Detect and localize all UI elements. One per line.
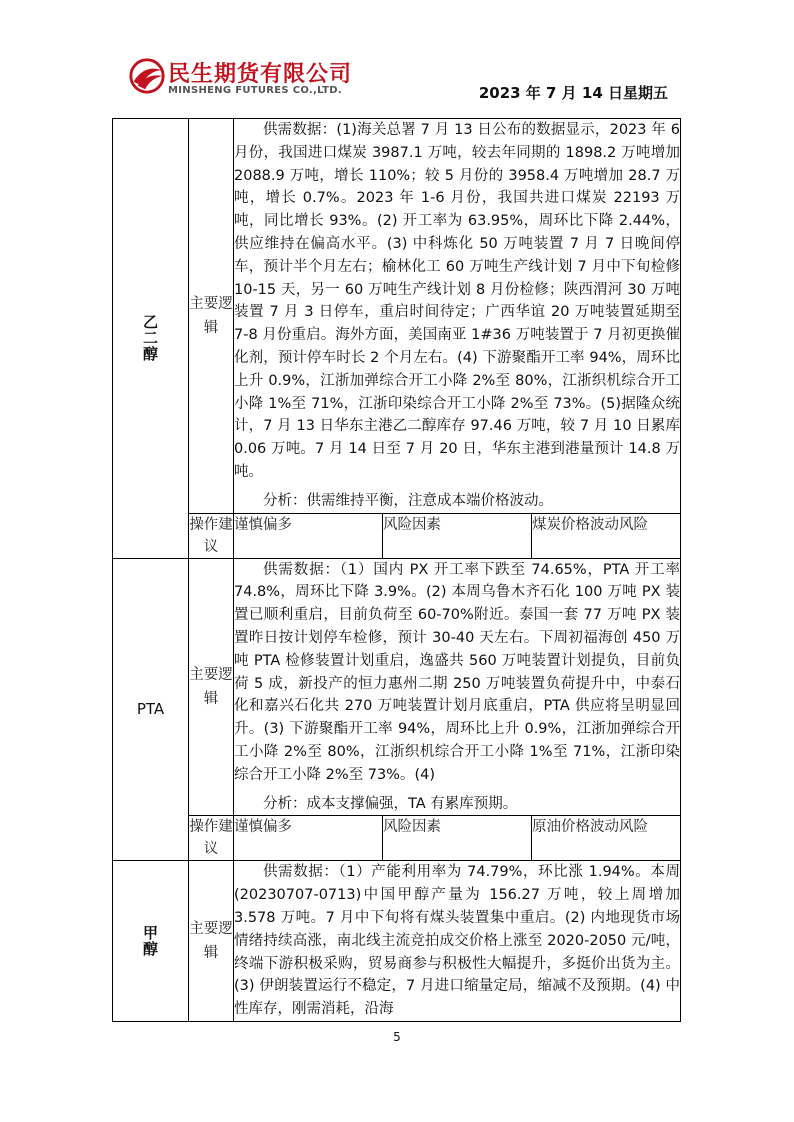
table-row [113,119,681,514]
company-name-en: MINSHENG FUTURES CO.,LTD. [168,85,342,96]
product-name: 乙二醇 [113,119,189,559]
company-name-cn: 民生期货有限公司 [168,62,353,87]
company-logo [128,57,368,103]
op-value: 谨慎偏多 [234,816,383,861]
op-value: 谨慎偏多 [234,513,383,558]
analysis-text: 分析：成本支撑偏强，TA 有累库预期。 [263,795,518,812]
page-header [0,0,794,112]
op-label: 操作建议 [189,513,234,558]
risk-value: 煤炭价格波动风险 [532,513,681,558]
risk-label: 风险因素 [383,513,532,558]
risk-label: 风险因素 [383,816,532,861]
logic-content [234,119,681,514]
table-row [113,513,681,558]
minsheng-logo-icon [128,57,166,95]
supply-demand-text: 供需数据：（1）产能利用率为 74.79%，环比涨 1.94%。本周(20230707-0713)中国甲醇产量为 156.27 万吨，较上周增加 3.578 万吨。7 月中下旬将有煤头装置集中重启。(2) 内地现货市场情绪持续高涨，南北线主流竞拍成交价格上涨至 2020-2050 元/吨，终端下游积极采购，贸易商参与积极性大幅提升，多挺价出货为主。(3) 伊朗装置运行不稳定，7 月进口缩量定局，缩减不及预期。(4) 中性库存，刚需消耗，沿海 [234,864,680,1018]
report-date: 2023 年 7 月 14 日星期五 [478,84,668,102]
table-row [113,861,681,1022]
table-row [113,558,681,816]
supply-demand-text: 供需数据：（1）国内 PX 开工率下跌至 74.65%，PTA 开工率 74.8%，周环比下降 3.9%。(2) 本周乌鲁木齐石化 100 万吨 PX 装置已顺利重启，目前负荷至 60-70%附近。泰国一套 77 万吨 PX 装置昨日按计划停车检修，预计 30-40 天左右。下周初福海创 450 万吨 PTA 检修装置计划重启，逸盛共 560 万吨装置计划提负，目前负荷 5 成，新投产的恒力惠州二期 250 万吨装置负荷提升中，中泰石化和嘉兴石化共 270 万吨装置计划月底重启，PTA 供应将呈明显回升。(3) 下游聚酯开工率 94%，周环比上升 0.9%，江浙加弹综合开工小降 2%至 80%，江浙织机综合开工小降 1%至 71%，江浙印染综合开工小降 2%至 73%。(4) [234,561,680,783]
logic-label: 主要逻辑 [189,119,234,514]
analysis-text: 分析：供需维持平衡，注意成本端价格波动。 [263,492,553,509]
supply-demand-text: 供需数据：(1)海关总署 7 月 13 日公布的数据显示，2023 年 6 月份，我国进口煤炭 3987.1 万吨，较去年同期的 1898.2 万吨增加 2088.9 万吨，增长 110%；较 5 月份的 3958.4 万吨增加 28.7 万吨，增长 0.7%。2023 年 1-6 月份，我国共进口煤炭 22193 万吨，同比增长 93%。(2) 开工率为 63.95%，周环比下降 2.44%，供应维持在偏高水平。(3) 中科炼化 50 万吨装置 7 月 7 日晚间停车，预计半个月左右；榆林化工 60 万吨生产线计划 7 月中下旬检修 10-15 天，另一 60 万吨生产线计划 8 月份检修；陕西渭河 30 万吨装置 7 月 3 日停车，重启时间待定；广西华谊 20 万吨装置延期至 7-8 月份重启。海外方面，美国南亚 1#36 万吨装置于 7 月初更换催化剂，预计停车时长 2 个月左右。(4) 下游聚酯开工率 94%，周环比上升 0.9%，江浙加弹综合开工小降 2%至 80%，江浙织机综合开工小降 1%至 71%，江浙印染综合开工小降 2%至 73%。(5)据隆众统计，7 月 13 日华东主港乙二醇库存 97.46 万吨，较 7 月 10 日累库 0.06 万吨。7 月 14 日至 7 月 20 日，华东主港到港量预计 14.8 万吨。 [234,122,680,480]
logic-content [234,861,681,1022]
logic-label: 主要逻辑 [189,861,234,1022]
op-label: 操作建议 [189,816,234,861]
logic-label: 主要逻辑 [189,558,234,816]
logic-content [234,558,681,816]
product-name: 甲醇 [113,861,189,1022]
table-row [113,816,681,861]
risk-value: 原油价格波动风险 [532,816,681,861]
analysis-table [112,118,681,1022]
page-number: 5 [393,1030,401,1044]
product-name: PTA [113,558,189,861]
